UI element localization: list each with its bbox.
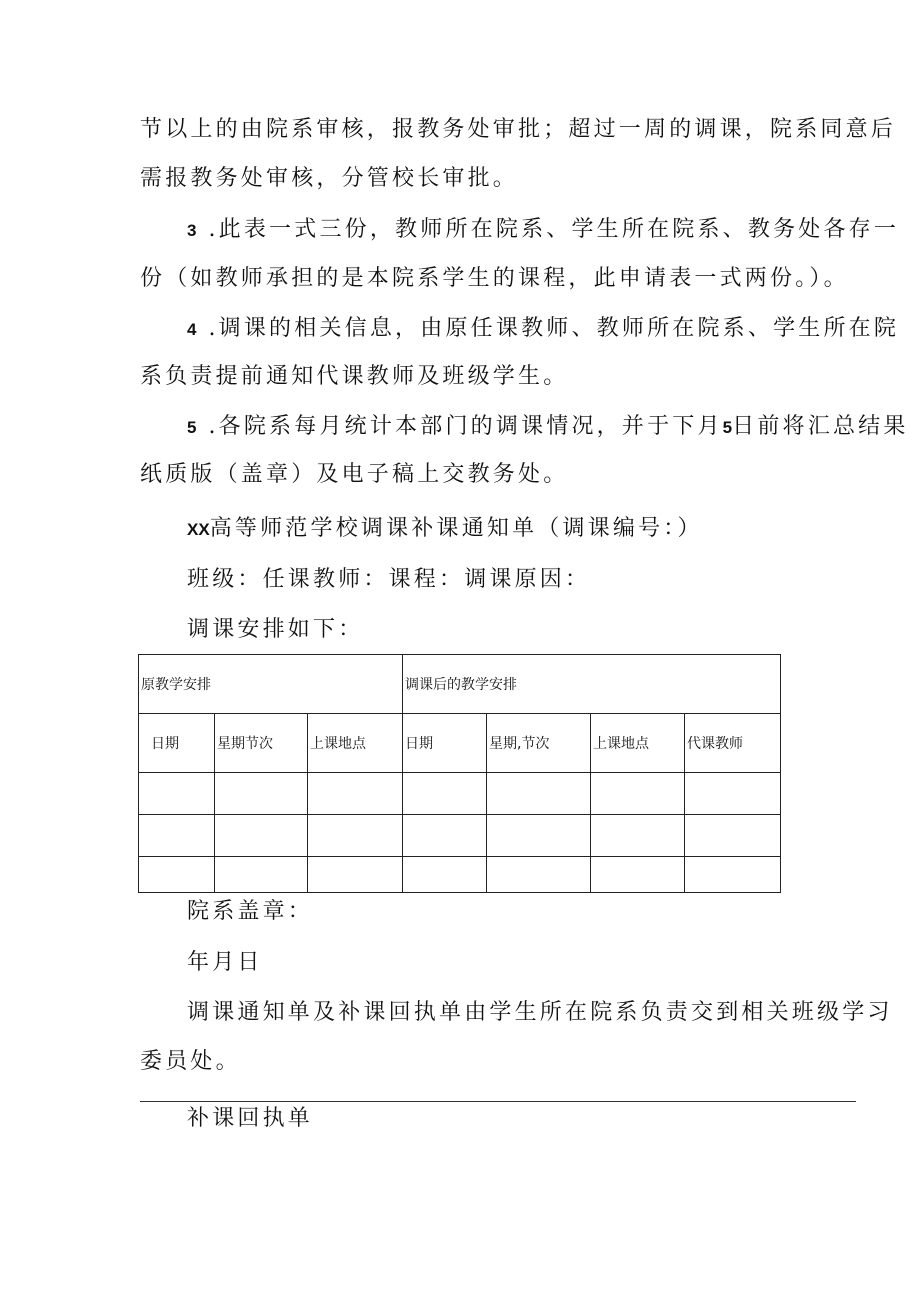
table-cell[interactable] <box>487 857 591 893</box>
form-title-text: 高等师范学校调课补课通知单（调课编号：） <box>209 516 703 541</box>
form-title <box>187 518 703 540</box>
form-fields: 班级：任课教师：课程：调课原因： <box>187 567 591 592</box>
arrangement-label: 调课安排如下： <box>187 617 364 642</box>
item-number: 3 <box>187 221 197 240</box>
paragraph-5-day: 5 <box>722 418 733 437</box>
table-cell[interactable] <box>591 857 685 893</box>
paragraph-3-text: .此表一式三份，教师所在院系、学生所在院系、教务处各存一 <box>208 217 900 242</box>
table-cell[interactable] <box>215 815 308 857</box>
table-group-row <box>139 655 781 714</box>
table-cell[interactable] <box>685 857 781 893</box>
schedule-table <box>138 654 781 893</box>
header-cell: 星期,节次 <box>487 714 591 773</box>
paragraph-4-line-2: 系负责提前通知代课教师及班级学生。 <box>140 364 569 389</box>
table-cell[interactable] <box>685 815 781 857</box>
header-cell: 上课地点 <box>591 714 685 773</box>
group-original: 原教学安排 <box>139 655 403 714</box>
header-cell: 代课教师 <box>685 714 781 773</box>
paragraph-3-line-1 <box>187 219 899 241</box>
paragraph-3-line-2: 份（如教师承担的是本院系学生的课程，此申请表一式两份。）。 <box>140 266 849 291</box>
table-cell[interactable] <box>308 773 403 815</box>
table-cell[interactable] <box>139 773 215 815</box>
table-cell[interactable] <box>403 773 487 815</box>
header-cell: 星期节次 <box>215 714 308 773</box>
seal-label: 院系盖章： <box>187 899 314 924</box>
table-cell[interactable] <box>215 773 308 815</box>
table-cell[interactable] <box>685 773 781 815</box>
table-cell[interactable] <box>308 815 403 857</box>
note-line-1: 调课通知单及补课回执单由学生所在院系负责交到相关班级学习 <box>187 1000 893 1025</box>
paragraph-4-line-1 <box>187 318 899 340</box>
table-cell[interactable] <box>487 773 591 815</box>
table-header-row <box>139 714 781 773</box>
table-cell[interactable] <box>139 815 215 857</box>
table-row <box>139 857 781 893</box>
table-cell[interactable] <box>403 857 487 893</box>
table-cell[interactable] <box>591 773 685 815</box>
table-row <box>139 815 781 857</box>
divider <box>140 1101 856 1102</box>
header-cell: 日期 <box>139 714 215 773</box>
paragraph-4-text: .调课的相关信息，由原任课教师、教师所在院系、学生所在院 <box>208 316 900 341</box>
form-title-prefix: XX <box>187 520 210 539</box>
paragraph-5-line-2: 纸质版（盖章）及电子稿上交教务处。 <box>140 462 569 487</box>
receipt-title: 补课回执单 <box>187 1106 314 1131</box>
table-row <box>139 773 781 815</box>
note-line-2: 委员处。 <box>140 1049 241 1074</box>
paragraph-5-text-a: .各院系每月统计本部门的调课情况，并于下月 <box>208 414 723 439</box>
item-number: 4 <box>187 320 197 339</box>
paragraph-5-text-b: 日前将汇总结果 <box>732 414 909 439</box>
header-cell: 日期 <box>403 714 487 773</box>
table-cell[interactable] <box>487 815 591 857</box>
table-cell[interactable] <box>403 815 487 857</box>
item-number: 5 <box>187 418 197 437</box>
table-cell[interactable] <box>308 857 403 893</box>
table-cell[interactable] <box>215 857 308 893</box>
group-after: 调课后的教学安排 <box>403 655 781 714</box>
paragraph-2-line-1: 节以上的由院系审核，报教务处审批；超过一周的调课，院系同意后 <box>140 117 897 142</box>
table-cell[interactable] <box>139 857 215 893</box>
header-cell: 上课地点 <box>308 714 403 773</box>
paragraph-2-line-2: 需报教务处审核，分管校长审批。 <box>140 166 519 191</box>
date-label: 年月日 <box>187 950 263 975</box>
table-cell[interactable] <box>591 815 685 857</box>
paragraph-5-line-1 <box>187 416 909 438</box>
